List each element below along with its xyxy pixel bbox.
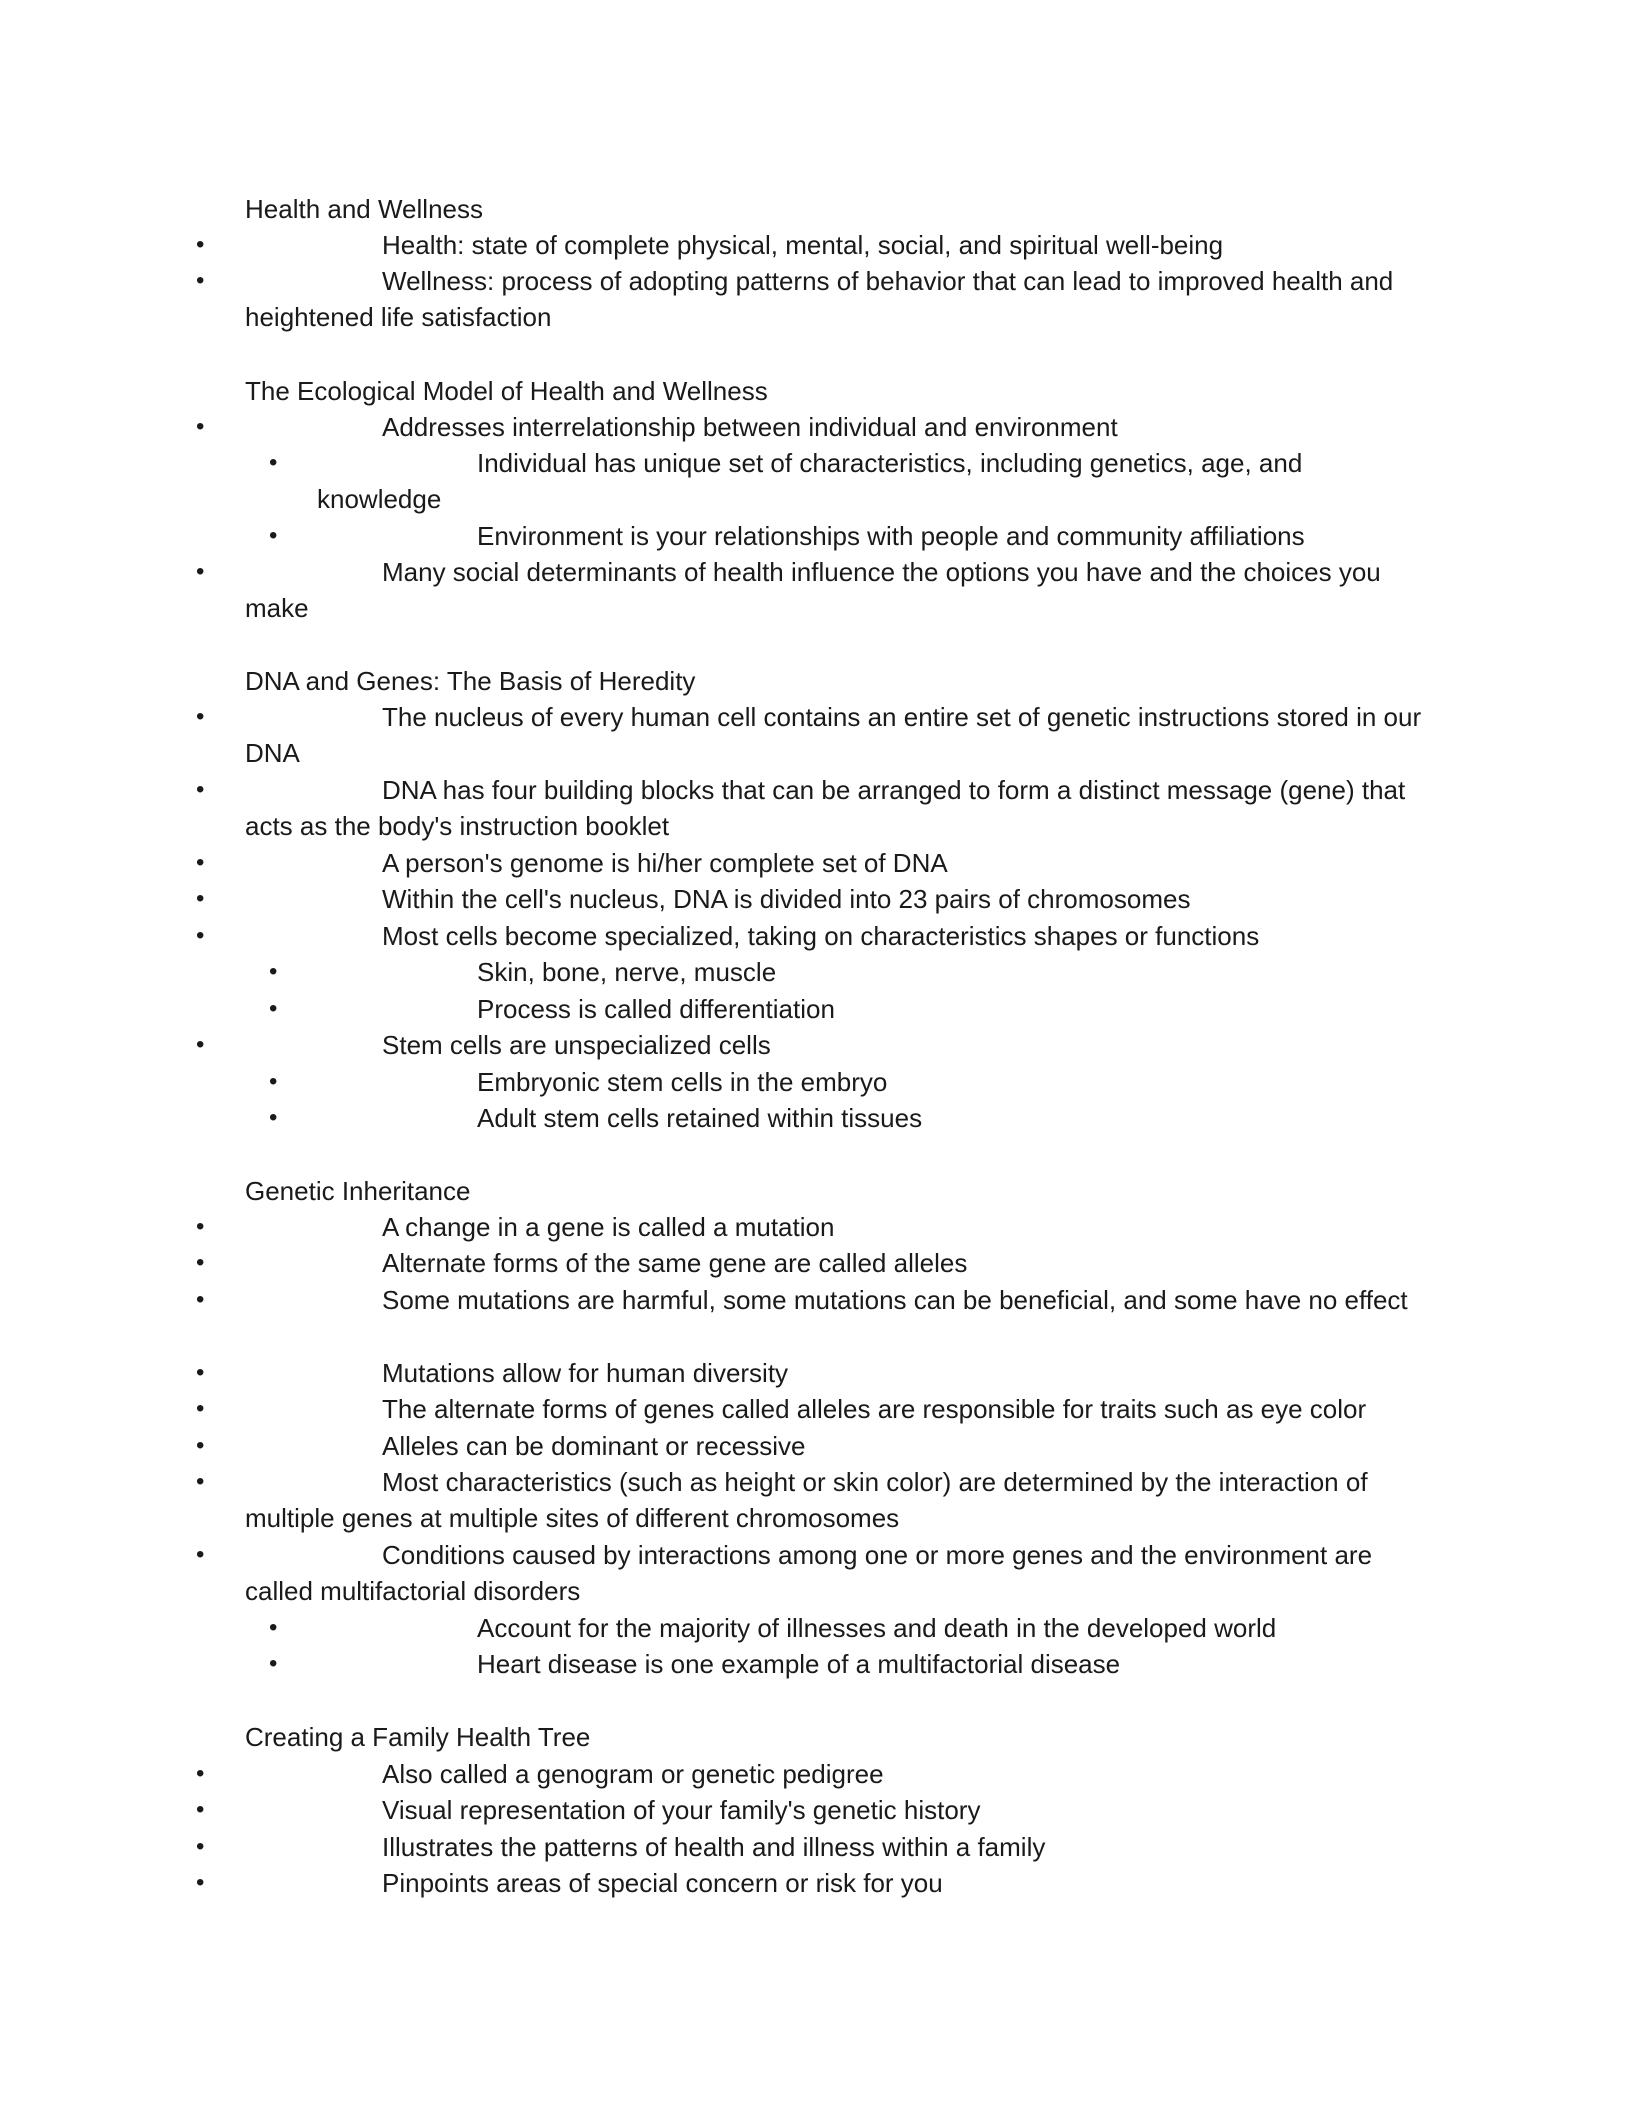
bullet-text: Environment is your relationships with people and community affiliations <box>477 521 1305 551</box>
sub-bullet-item <box>269 518 1377 554</box>
sub-bullet-item <box>269 1100 1377 1136</box>
bullet-item <box>196 1428 1445 1464</box>
bullet-text: Illustrates the patterns of health and illness within a family <box>382 1832 1046 1862</box>
bullet-text: Individual has unique set of characteristics, including genetics, age, and knowledge <box>317 448 1303 515</box>
bullet-text: Wellness: process of adopting patterns of behavior that can lead to improved health and heightened life satisfaction <box>245 266 1394 333</box>
bullet-dot-icon: • <box>269 449 278 476</box>
bullet-dot-icon: • <box>269 995 278 1022</box>
bullet-item <box>196 1245 1445 1281</box>
bullet-dot-icon: • <box>196 1286 205 1313</box>
bullet-item <box>196 263 1445 336</box>
bullet-text: Some mutations are harmful, some mutations can be beneficial, and some have no effect <box>382 1285 1408 1315</box>
sub-bullet-item <box>269 1610 1377 1646</box>
bullet-text: A person's genome is hi/her complete set of DNA <box>382 848 948 878</box>
bullet-item <box>196 1792 1445 1828</box>
bullet-dot-icon: • <box>196 1541 205 1568</box>
bullet-item <box>196 772 1445 845</box>
bullet-item <box>196 1829 1445 1865</box>
bullet-dot-icon: • <box>196 267 205 294</box>
section-title: DNA and Genes: The Basis of Heredity <box>245 666 696 696</box>
bullet-dot-icon: • <box>196 1249 205 1276</box>
bullet-text: Stem cells are unspecialized cells <box>382 1030 771 1060</box>
bullet-dot-icon: • <box>269 1650 278 1677</box>
bullet-text: DNA has four building blocks that can be arranged to form a distinct message (gene) that acts as the body's instruction booklet <box>245 775 1406 842</box>
bullet-dot-icon: • <box>196 558 205 585</box>
bullet-item <box>196 1209 1445 1245</box>
bullet-dot-icon: • <box>196 231 205 258</box>
bullet-dot-icon: • <box>196 922 205 949</box>
bullet-text: Skin, bone, nerve, muscle <box>477 957 777 987</box>
sub-bullet-item <box>269 1646 1377 1682</box>
bullet-text: Embryonic stem cells in the embryo <box>477 1067 888 1097</box>
bullet-dot-icon: • <box>196 703 205 730</box>
bullet-text: Conditions caused by interactions among one or more genes and the environment are called multifactorial disorders <box>245 1540 1373 1607</box>
bullet-item <box>196 1865 1445 1901</box>
bullet-dot-icon: • <box>196 1796 205 1823</box>
section-title: Genetic Inheritance <box>245 1176 471 1206</box>
bullet-item <box>196 699 1445 772</box>
bullet-text: Addresses interrelationship between individual and environment <box>382 412 1118 442</box>
bullet-dot-icon: • <box>196 1359 205 1386</box>
bullet-text: A change in a gene is called a mutation <box>382 1212 835 1242</box>
bullet-dot-icon: • <box>196 1833 205 1860</box>
bullet-dot-icon: • <box>269 1104 278 1131</box>
bullet-dot-icon: • <box>196 1213 205 1240</box>
bullet-item <box>196 1464 1445 1537</box>
bullet-text: Alternate forms of the same gene are called alleles <box>382 1248 968 1278</box>
bullet-text: Alleles can be dominant or recessive <box>382 1431 806 1461</box>
bullet-text: The nucleus of every human cell contains an entire set of genetic instructions stored in our DNA <box>245 702 1422 769</box>
bullet-text: Adult stem cells retained within tissues <box>477 1103 923 1133</box>
sub-bullet-item <box>269 991 1377 1027</box>
bullet-item <box>196 554 1445 627</box>
bullet-dot-icon: • <box>196 413 205 440</box>
bullet-text: Most characteristics (such as height or skin color) are determined by the interaction of multiple genes at multiple sites of different chromosomes <box>245 1467 1368 1534</box>
bullet-item <box>196 1756 1445 1792</box>
bullet-dot-icon: • <box>196 1432 205 1459</box>
bullet-dot-icon: • <box>269 1614 278 1641</box>
sub-bullet-item <box>269 1064 1377 1100</box>
bullet-text: Most cells become specialized, taking on characteristics shapes or functions <box>382 921 1260 951</box>
bullet-text: Heart disease is one example of a multifactorial disease <box>477 1649 1121 1679</box>
bullet-dot-icon: • <box>269 958 278 985</box>
bullet-item <box>196 918 1445 954</box>
bullet-item <box>196 227 1445 263</box>
bullet-item <box>196 409 1445 445</box>
bullet-text: The alternate forms of genes called alleles are responsible for traits such as eye color <box>382 1394 1367 1424</box>
bullet-item <box>196 1282 1445 1318</box>
bullet-dot-icon: • <box>269 1068 278 1095</box>
bullet-text: Process is called differentiation <box>477 994 835 1024</box>
bullet-text: Pinpoints areas of special concern or risk for you <box>382 1868 943 1898</box>
bullet-text: Mutations allow for human diversity <box>382 1358 789 1388</box>
sub-bullet-item <box>269 954 1377 990</box>
bullet-item <box>196 1027 1445 1063</box>
sub-bullet-item <box>269 445 1377 518</box>
bullet-item <box>196 845 1445 881</box>
bullet-item <box>196 1537 1445 1610</box>
section-title: The Ecological Model of Health and Wellness <box>245 376 768 406</box>
bullet-text: Many social determinants of health influence the options you have and the choices you make <box>245 557 1381 624</box>
bullet-text: Also called a genogram or genetic pedigree <box>382 1759 884 1789</box>
bullet-dot-icon: • <box>196 1468 205 1495</box>
section-title: Creating a Family Health Tree <box>245 1722 591 1752</box>
bullet-dot-icon: • <box>196 1869 205 1896</box>
bullet-dot-icon: • <box>196 885 205 912</box>
bullet-item <box>196 1391 1445 1427</box>
bullet-text: Visual representation of your family's genetic history <box>382 1795 981 1825</box>
bullet-item <box>196 1355 1445 1391</box>
bullet-dot-icon: • <box>269 522 278 549</box>
bullet-item <box>196 881 1445 917</box>
bullet-dot-icon: • <box>196 1395 205 1422</box>
section-title: Health and Wellness <box>245 194 483 224</box>
bullet-text: Within the cell's nucleus, DNA is divided into 23 pairs of chromosomes <box>382 884 1191 914</box>
bullet-dot-icon: • <box>196 1760 205 1787</box>
bullet-dot-icon: • <box>196 776 205 803</box>
bullet-text: Account for the majority of illnesses and death in the developed world <box>477 1613 1277 1643</box>
bullet-text: Health: state of complete physical, mental, social, and spiritual well-being <box>382 230 1224 260</box>
bullet-dot-icon: • <box>196 849 205 876</box>
bullet-dot-icon: • <box>196 1031 205 1058</box>
